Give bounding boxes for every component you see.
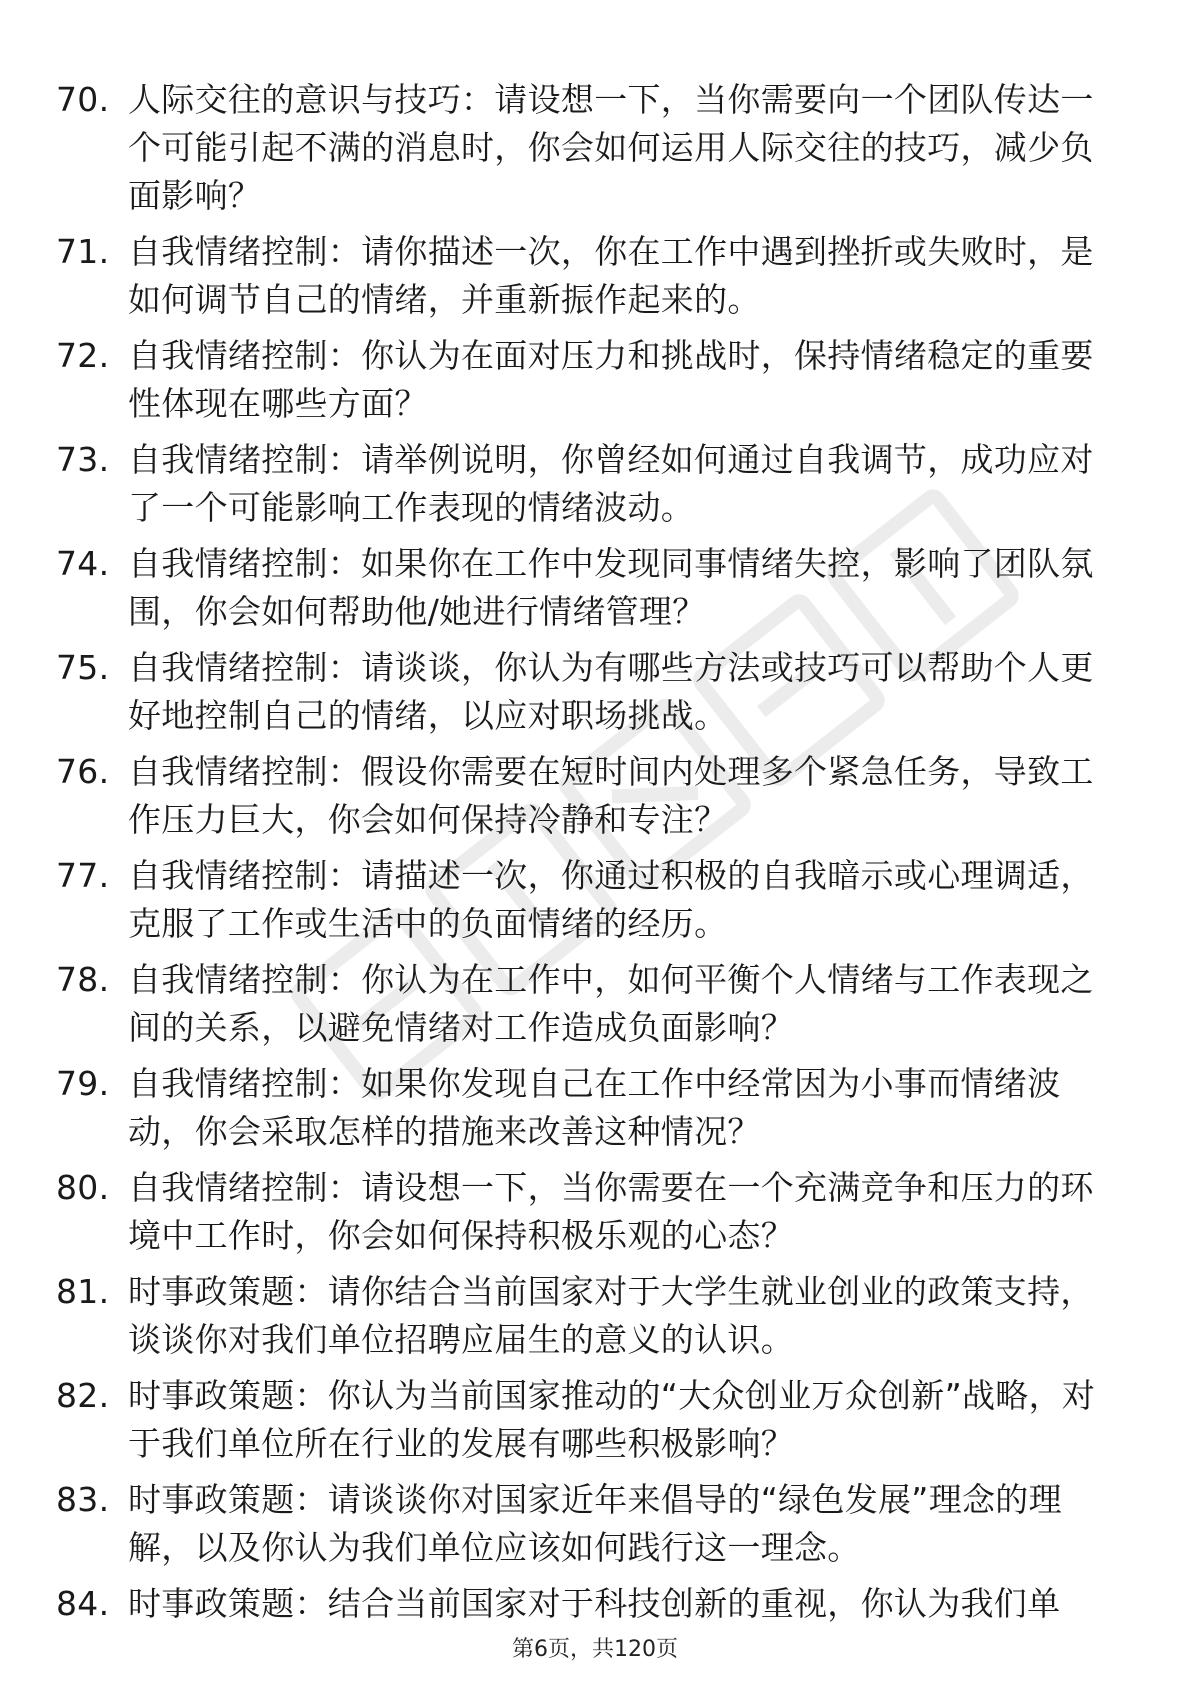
question-number: 76. xyxy=(56,752,110,791)
question-item-74 xyxy=(56,540,1116,636)
question-item-77 xyxy=(56,852,1116,948)
question-text: 自我情绪控制：请描述一次，你通过积极的自我暗示或心理调适，克服了工作或生活中的负面情绪的经历。 xyxy=(128,856,1094,943)
question-number: 78. xyxy=(56,960,110,999)
question-number: 73. xyxy=(56,440,110,479)
question-number: 84. xyxy=(56,1584,110,1623)
question-text: 自我情绪控制：请设想一下，当你需要在一个充满竞争和压力的环境中工作时，你会如何保持积极乐观的心态？ xyxy=(128,1168,1094,1255)
question-text: 时事政策题：你认为当前国家推动的“大众创业万众创新”战略，对于我们单位所在行业的发展有哪些积极影响？ xyxy=(128,1376,1096,1463)
question-item-70 xyxy=(56,76,1116,220)
question-item-76 xyxy=(56,748,1116,844)
question-text: 自我情绪控制：你认为在面对压力和挑战时，保持情绪稳定的重要性体现在哪些方面？ xyxy=(128,336,1094,423)
page-number: 第6页，共120页 xyxy=(512,1637,678,1662)
question-text: 自我情绪控制：如果你发现自己在工作中经常因为小事而情绪波动，你会采取怎样的措施来改善这种情况？ xyxy=(128,1064,1061,1151)
question-number: 70. xyxy=(56,80,110,119)
question-item-75 xyxy=(56,644,1116,740)
question-item-81 xyxy=(56,1268,1116,1364)
question-list xyxy=(56,76,1116,1636)
question-number: 80. xyxy=(56,1168,110,1207)
question-number: 81. xyxy=(56,1272,110,1311)
question-text: 时事政策题：结合当前国家对于科技创新的重视，你认为我们单 xyxy=(128,1584,1061,1623)
question-number: 82. xyxy=(56,1376,110,1415)
question-number: 83. xyxy=(56,1480,110,1519)
question-item-71 xyxy=(56,228,1116,324)
question-item-82 xyxy=(56,1372,1116,1468)
question-number: 75. xyxy=(56,648,110,687)
question-item-73 xyxy=(56,436,1116,532)
question-number: 71. xyxy=(56,232,110,271)
question-text: 时事政策题：请谈谈你对国家近年来倡导的“绿色发展”理念的理解，以及你认为我们单位应该如何践行这一理念。 xyxy=(128,1480,1062,1567)
question-text: 时事政策题：请你结合当前国家对于大学生就业创业的政策支持，谈谈你对我们单位招聘应届生的意义的认识。 xyxy=(128,1272,1094,1359)
question-text: 人际交往的意识与技巧：请设想一下，当你需要向一个团队传达一个可能引起不满的消息时，你会如何运用人际交往的技巧，减少负面影响？ xyxy=(128,80,1094,215)
question-text: 自我情绪控制：如果你在工作中发现同事情绪失控，影响了团队氛围，你会如何帮助他/她进行情绪管理？ xyxy=(128,544,1094,631)
question-text: 自我情绪控制：假设你需要在短时间内处理多个紧急任务，导致工作压力巨大，你会如何保持冷静和专注？ xyxy=(128,752,1094,839)
question-item-79 xyxy=(56,1060,1116,1156)
question-text: 自我情绪控制：你认为在工作中，如何平衡个人情绪与工作表现之间的关系，以避免情绪对工作造成负面影响？ xyxy=(128,960,1094,1047)
question-item-80 xyxy=(56,1164,1116,1260)
question-text: 自我情绪控制：请谈谈，你认为有哪些方法或技巧可以帮助个人更好地控制自己的情绪，以应对职场挑战。 xyxy=(128,648,1094,735)
question-number: 79. xyxy=(56,1064,110,1103)
question-number: 77. xyxy=(56,856,110,895)
question-item-83 xyxy=(56,1476,1116,1572)
question-text: 自我情绪控制：请举例说明，你曾经如何通过自我调节，成功应对了一个可能影响工作表现的情绪波动。 xyxy=(128,440,1094,527)
question-item-72 xyxy=(56,332,1116,428)
question-number: 72. xyxy=(56,336,110,375)
question-item-78 xyxy=(56,956,1116,1052)
question-text: 自我情绪控制：请你描述一次，你在工作中遇到挫折或失败时，是如何调节自己的情绪，并重新振作起来的。 xyxy=(128,232,1094,319)
question-number: 74. xyxy=(56,544,110,583)
question-item-84 xyxy=(56,1580,1116,1628)
